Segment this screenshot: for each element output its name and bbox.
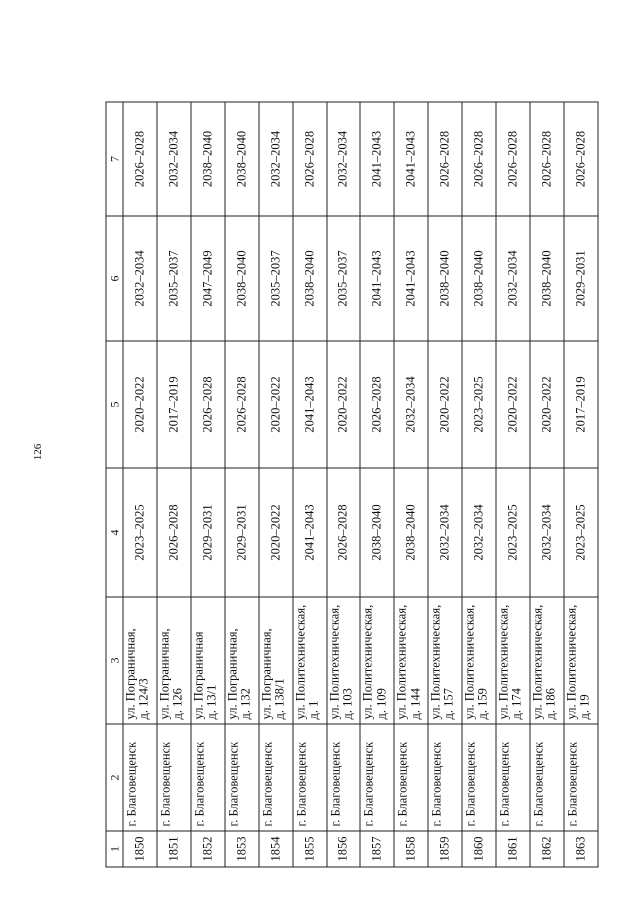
house-number: д. 157 <box>441 688 456 720</box>
period-col5: 2017–2019 <box>157 341 191 468</box>
row-number: 1856 <box>327 831 361 867</box>
period-col6: 2038–2040 <box>462 216 496 341</box>
address-cell <box>496 597 530 724</box>
data-table-container <box>106 103 599 868</box>
period-col4: 2020–2022 <box>259 468 293 597</box>
table-row <box>360 102 394 867</box>
address-cell <box>225 597 259 724</box>
period-col4: 2023–2025 <box>123 468 157 597</box>
address-cell <box>462 597 496 724</box>
period-col6: 2038–2040 <box>293 216 327 341</box>
table-row <box>225 102 259 867</box>
table-body <box>123 102 598 867</box>
column-header: 1 <box>106 831 123 867</box>
house-number: д. 109 <box>374 688 389 720</box>
period-col4: 2023–2025 <box>564 468 598 597</box>
row-number: 1854 <box>259 831 293 867</box>
row-number: 1851 <box>157 831 191 867</box>
city-cell: г. Благовещенск <box>564 724 598 831</box>
period-col5: 2020–2022 <box>259 341 293 468</box>
period-col4: 2029–2031 <box>191 468 225 597</box>
street-name: ул. Пограничная <box>191 631 206 720</box>
house-number: д. 124/3 <box>136 678 151 720</box>
column-header: 7 <box>106 102 123 216</box>
row-number: 1858 <box>394 831 428 867</box>
house-number: д. 138/1 <box>272 678 287 720</box>
period-col5: 2026–2028 <box>225 341 259 468</box>
street-name: ул. Политехническая, <box>462 604 477 720</box>
table-row <box>123 102 157 867</box>
period-col6: 2038–2040 <box>428 216 462 341</box>
period-col6: 2032–2034 <box>123 216 157 341</box>
city-cell: г. Благовещенск <box>259 724 293 831</box>
period-col5: 2020–2022 <box>428 341 462 468</box>
period-col6: 2038–2040 <box>225 216 259 341</box>
table-row <box>496 102 530 867</box>
period-col4: 2032–2034 <box>462 468 496 597</box>
table-row <box>293 102 327 867</box>
house-number: д. 13/1 <box>204 684 219 720</box>
address-cell <box>428 597 462 724</box>
row-number: 1859 <box>428 831 462 867</box>
period-col7: 2026–2028 <box>428 102 462 216</box>
row-number: 1861 <box>496 831 530 867</box>
city-cell: г. Благовещенск <box>293 724 327 831</box>
house-number: д. 132 <box>238 688 253 720</box>
period-col4: 2041–2043 <box>293 468 327 597</box>
address-cell <box>157 597 191 724</box>
period-col4: 2032–2034 <box>530 468 564 597</box>
period-col5: 2017–2019 <box>564 341 598 468</box>
table-row <box>327 102 361 867</box>
period-col5: 2026–2028 <box>191 341 225 468</box>
city-cell: г. Благовещенск <box>191 724 225 831</box>
column-header: 3 <box>106 597 123 724</box>
period-col7: 2026–2028 <box>123 102 157 216</box>
city-cell: г. Благовещенск <box>327 724 361 831</box>
street-name: ул. Политехническая, <box>360 604 375 720</box>
table-row <box>564 102 598 867</box>
data-table <box>106 102 599 868</box>
city-cell: г. Благовещенск <box>394 724 428 831</box>
period-col7: 2026–2028 <box>293 102 327 216</box>
row-number: 1855 <box>293 831 327 867</box>
address-cell <box>191 597 225 724</box>
street-name: ул. Пограничная, <box>259 628 274 720</box>
table-row <box>157 102 191 867</box>
period-col5: 2020–2022 <box>496 341 530 468</box>
table-row <box>428 102 462 867</box>
page-number: 126 <box>32 443 44 461</box>
address-cell <box>259 597 293 724</box>
header-row <box>106 102 123 867</box>
period-col7: 2032–2034 <box>259 102 293 216</box>
address-cell <box>360 597 394 724</box>
street-name: ул. Политехническая, <box>293 604 308 720</box>
house-number: д. 159 <box>475 688 490 720</box>
city-cell: г. Благовещенск <box>360 724 394 831</box>
period-col4: 2026–2028 <box>327 468 361 597</box>
period-col4: 2026–2028 <box>157 468 191 597</box>
period-col6: 2035–2037 <box>259 216 293 341</box>
row-number: 1853 <box>225 831 259 867</box>
city-cell: г. Благовещенск <box>123 724 157 831</box>
period-col6: 2032–2034 <box>496 216 530 341</box>
street-name: ул. Пограничная, <box>157 628 172 720</box>
city-cell: г. Благовещенск <box>530 724 564 831</box>
table-row <box>259 102 293 867</box>
period-col6: 2035–2037 <box>327 216 361 341</box>
city-cell: г. Благовещенск <box>157 724 191 831</box>
table-row <box>462 102 496 867</box>
period-col7: 2032–2034 <box>327 102 361 216</box>
period-col5: 2041–2043 <box>293 341 327 468</box>
row-number: 1850 <box>123 831 157 867</box>
house-number: д. 144 <box>408 688 422 720</box>
house-number: д. 19 <box>577 694 592 720</box>
period-col7: 2026–2028 <box>496 102 530 216</box>
period-col7: 2041–2043 <box>360 102 394 216</box>
house-number: д. 126 <box>170 688 185 720</box>
column-header: 5 <box>106 341 123 468</box>
city-cell: г. Благовещенск <box>225 724 259 831</box>
address-cell <box>293 597 327 724</box>
period-col5: 2020–2022 <box>327 341 361 468</box>
column-header: 4 <box>106 468 123 597</box>
street-name: ул. Политехническая, <box>530 604 545 720</box>
period-col6: 2047–2049 <box>191 216 225 341</box>
period-col4: 2032–2034 <box>428 468 462 597</box>
street-name: ул. Политехническая, <box>327 604 342 720</box>
street-name: ул. Политехническая, <box>394 604 409 720</box>
period-col4: 2038–2040 <box>394 468 428 597</box>
period-col7: 2026–2028 <box>530 102 564 216</box>
period-col6: 2041–2043 <box>394 216 428 341</box>
period-col7: 2038–2040 <box>191 102 225 216</box>
house-number: д. 186 <box>543 688 558 720</box>
period-col7: 2038–2040 <box>225 102 259 216</box>
column-header: 6 <box>106 216 123 341</box>
period-col6: 2038–2040 <box>530 216 564 341</box>
address-cell <box>123 597 157 724</box>
house-number: д. 174 <box>509 688 524 720</box>
table-row <box>191 102 225 867</box>
period-col5: 2020–2022 <box>123 341 157 468</box>
period-col4: 2029–2031 <box>225 468 259 597</box>
row-number: 1860 <box>462 831 496 867</box>
period-col6: 2029–2031 <box>564 216 598 341</box>
address-cell <box>394 597 428 724</box>
city-cell: г. Благовещенск <box>462 724 496 831</box>
period-col4: 2023–2025 <box>496 468 530 597</box>
period-col7: 2026–2028 <box>564 102 598 216</box>
street-name: ул. Политехническая, <box>428 604 443 720</box>
period-col4: 2038–2040 <box>360 468 394 597</box>
street-name: ул. Политехническая, <box>564 604 579 720</box>
table-row <box>394 102 428 867</box>
column-header: 2 <box>106 724 123 831</box>
house-number: д. 103 <box>340 688 355 720</box>
period-col5: 2032–2034 <box>394 341 428 468</box>
address-cell <box>530 597 564 724</box>
row-number: 1863 <box>564 831 598 867</box>
address-cell <box>327 597 361 724</box>
period-col7: 2026–2028 <box>462 102 496 216</box>
row-number: 1857 <box>360 831 394 867</box>
table-row <box>530 102 564 867</box>
period-col5: 2020–2022 <box>530 341 564 468</box>
row-number: 1852 <box>191 831 225 867</box>
address-cell <box>564 597 598 724</box>
period-col7: 2032–2034 <box>157 102 191 216</box>
street-name: ул. Пограничная, <box>225 628 240 720</box>
period-col6: 2035–2037 <box>157 216 191 341</box>
period-col6: 2041–2043 <box>360 216 394 341</box>
city-cell: г. Благовещенск <box>496 724 530 831</box>
street-name: ул. Политехническая, <box>496 604 511 720</box>
row-number: 1862 <box>530 831 564 867</box>
street-name: ул. Пограничная, <box>123 628 138 720</box>
house-number: д. 1 <box>306 700 321 720</box>
period-col5: 2023–2025 <box>462 341 496 468</box>
city-cell: г. Благовещенск <box>428 724 462 831</box>
period-col5: 2026–2028 <box>360 341 394 468</box>
period-col7: 2041–2043 <box>394 102 428 216</box>
